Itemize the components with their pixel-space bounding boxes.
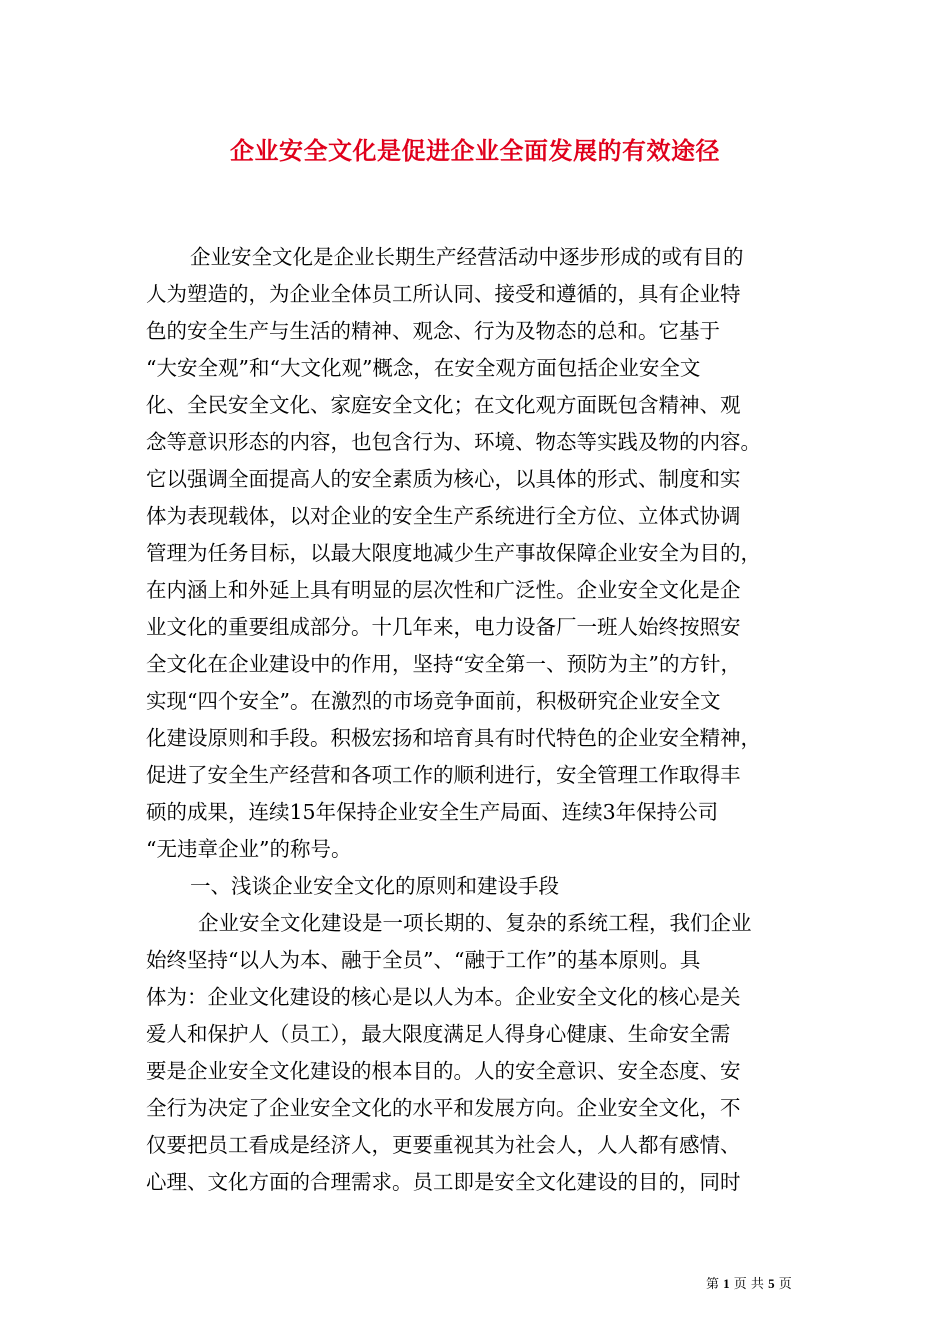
- paragraph-line: 企业安全文化是企业长期生产经营活动中逐步形成的或有目的: [190, 245, 744, 269]
- paragraph-line: 硕的成果，连续15年保持企业安全生产局面、连续3年保持公司: [146, 800, 719, 824]
- paragraph-line: 色的安全生产与生活的精神、观念、行为及物态的总和。它基于: [146, 319, 720, 343]
- paragraph-line: 全行为决定了企业安全文化的水平和发展方向。企业安全文化，不: [146, 1096, 741, 1120]
- paragraph-line: 化建设原则和手段。积极宏扬和培育具有时代特色的企业安全精神，: [146, 726, 761, 750]
- paragraph-line: 在内涵上和外延上具有明显的层次性和广泛性。企业安全文化是企: [146, 578, 741, 602]
- footer-prefix: 第: [706, 1277, 720, 1292]
- paragraph-line: “大安全观”和“大文化观”概念，在安全观方面包括企业安全文: [146, 356, 701, 380]
- paragraph-line: 它以强调全面提高人的安全素质为核心，以具体的形式、制度和实: [146, 467, 741, 491]
- paragraph-line: 爱人和保护人（员工），最大限度满足人得身心健康、生命安全需: [146, 1022, 731, 1046]
- paragraph-line: 化、全民安全文化、家庭安全文化；在文化观方面既包含精神、观: [146, 393, 741, 417]
- paragraph-line: 管理为任务目标，以最大限度地减少生产事故保障企业安全为目的，: [146, 541, 761, 565]
- paragraph-line: 实现“四个安全”。在激烈的市场竞争面前，积极研究企业安全文: [146, 689, 721, 713]
- total-page-number: 5: [768, 1276, 775, 1291]
- paragraph-line: 仅要把员工看成是经济人，更要重视其为社会人，人人都有感情、: [146, 1133, 741, 1157]
- current-page-number: 1: [723, 1276, 730, 1291]
- paragraph-line: 业文化的重要组成部分。十几年来，电力设备厂一班人始终按照安: [146, 615, 741, 639]
- paragraph-line: 心理、文化方面的合理需求。员工即是安全文化建设的目的，同时: [146, 1170, 741, 1194]
- section-heading: 一、浅谈企业安全文化的原则和建设手段: [190, 874, 559, 898]
- footer-suffix: 页: [778, 1277, 792, 1292]
- paragraph-line: 人为塑造的，为企业全体员工所认同、接受和遵循的，具有企业特: [146, 282, 741, 306]
- footer-middle: 页 共: [733, 1277, 764, 1292]
- paragraph-line: 体为：企业文化建设的核心是以人为本。企业安全文化的核心是关: [146, 985, 741, 1009]
- paragraph-line: 全文化在企业建设中的作用，坚持“安全第一、预防为主”的方针，: [146, 652, 741, 676]
- paragraph-line: 企业安全文化建设是一项长期的、复杂的系统工程，我们企业: [198, 911, 752, 935]
- paragraph-line: 促进了安全生产经营和各项工作的顺利进行，安全管理工作取得丰: [146, 763, 741, 787]
- paragraph-line: 始终坚持“以人为本、融于全员”、“融于工作”的基本原则。具: [146, 948, 701, 972]
- paragraph-line: 念等意识形态的内容，也包含行为、环境、物态等实践及物的内容。: [146, 430, 761, 454]
- paragraph-line: 体为表现载体，以对企业的安全生产系统进行全方位、立体式协调: [146, 504, 741, 528]
- paragraph-line: 要是企业安全文化建设的根本目的。人的安全意识、安全态度、安: [146, 1059, 741, 1083]
- paragraph-line: “无违章企业”的称号。: [146, 837, 352, 861]
- document-title: 企业安全文化是促进企业全面发展的有效途径: [230, 136, 720, 165]
- page-number-footer: [706, 1274, 792, 1295]
